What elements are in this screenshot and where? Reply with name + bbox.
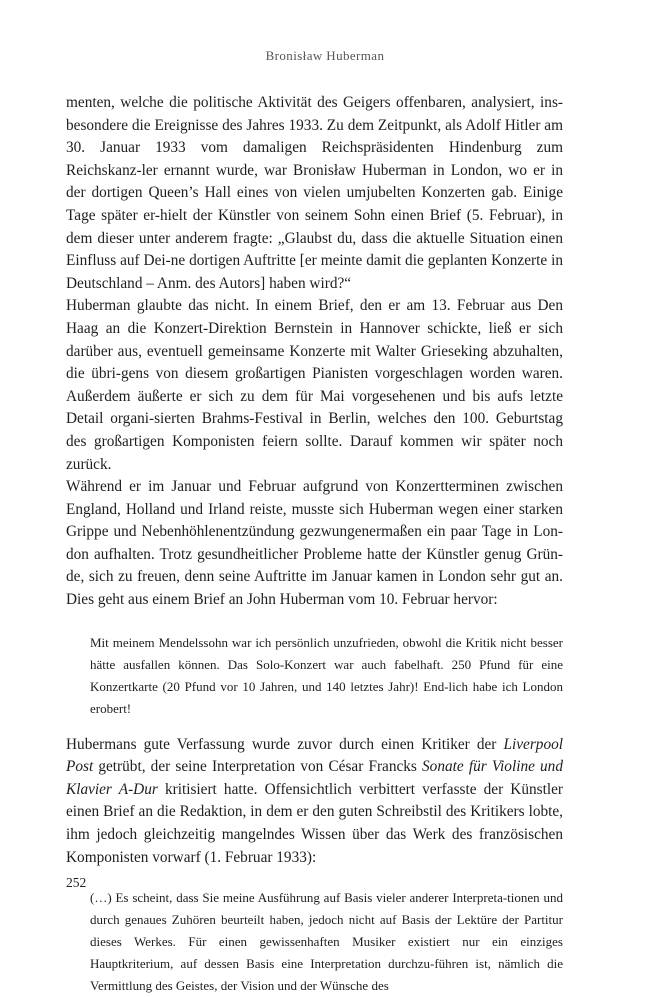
italic-title: Sonate für Violine und Klavier A-Dur — [66, 758, 563, 798]
text-run: Hubermans gute Verfassung wurde zuvor durch einen Kritiker der — [66, 735, 504, 753]
paragraph: Während er im Januar und Februar aufgrund von Konzertterminen zwischen England, Holland und Irland reiste, musste sich Huberman wegen einer starken Grippe und Nebenhöhlenentzündung gezwungenermaßen ein paar Tage in Lon-don aufhalten. Trotz gesundheitlicher Probleme hatte der Künstler genug Grün-de, sich zu freuen, denn seine Auftritte im Januar kamen in London sehr gut an. Dies geht aus einem Brief an John Huberman vom 10. Februar hervor: — [66, 478, 563, 609]
page-number: 252 — [66, 875, 87, 890]
body-text — [66, 92, 563, 997]
paragraph — [66, 734, 563, 870]
paragraph: menten, welche die politische Aktivität des Geigers offenbaren, analysiert, ins-besondere die Ereignisse des Jahres 1933. Zu dem Zeitpunkt, als Adolf Hitler am 30. Januar 1933 vom damaligen Reichspräsidenten Hindenburg zum Reichskanz-ler ernannt wurde, war Bronisław Huberman in London, wo er in der dortigen Queen’s Hall eines von vielen umjubelten Konzerten gab. Einige Tage später er-hielt der Künstler von seinem Sohn einen Brief (5. Februar), in dem dieser unter anderem fragte: „Glaubst du, dass die aktuelle Situation einen Einfluss auf Dei-ne dortigen Auftritte [er meinte damit die geplanten Konzerte in Deutschland – Anm. des Autors] haben wird?“ — [66, 94, 563, 292]
text-run: kritisiert hatte. Offensichtlich verbittert verfasste der Künstler einen Brief an die Redaktion, in dem er den guten Schreibstil des Kritikers lobte, ihm jedoch gleichzeitig mangelndes Wissen über das Werk des französischen Komponisten vorwarf (1. Februar 1933): — [66, 780, 563, 866]
paragraph: Huberman glaubte das nicht. In einem Brief, den er am 13. Februar aus Den Haag an die Konzert-Direktion Bernstein in Hannover schickte, ließ er sich darüber aus, eventuell gemeinsame Konzerte mit Walter Grieseking abzuhalten, die übri-gens von diesem großartigen Pianisten vorgeschlagen worden waren. Außerdem äußerte er sich zu dem für Mai vorgesehenen und bis aufs letzte Detail organi-sierten Brahms-Festival in Berlin, welches den 100. Geburtstag des großartigen Komponisten feiern sollte. Darauf kommen wir später noch zurück. — [66, 297, 563, 473]
block-quote: Mit meinem Mendelssohn war ich persönlich unzufrieden, obwohl die Kritik nicht besser hätte ausfallen können. Das Solo-Konzert war auch fabelhaft. 250 Pfund für eine Konzertkarte (20 Pfund vor 10 Jahren, und 140 letztes Jahr)! End-lich habe ich London erobert! — [90, 634, 563, 716]
block-quote: (…) Es scheint, dass Sie meine Ausführung auf Basis vieler anderer Interpreta-tionen und durch genaues Zuhören beurteilt haben, jedoch nicht auf Basis der Lektüre der Partitur dieses Werkes. Für einen gewissenhaften Musiker existiert nur ein einziges Hauptkriterium, auf dessen Basis eine Interpretation durchzu-führen ist, nämlich die Vermittlung des Geistes, der Vision und der Wünsche des — [90, 890, 563, 994]
text-run: getrübt, der seine Interpretation von César Francks — [93, 758, 423, 776]
running-header: Bronisław Huberman — [265, 48, 385, 63]
italic-title: Liverpool Post — [66, 735, 563, 776]
